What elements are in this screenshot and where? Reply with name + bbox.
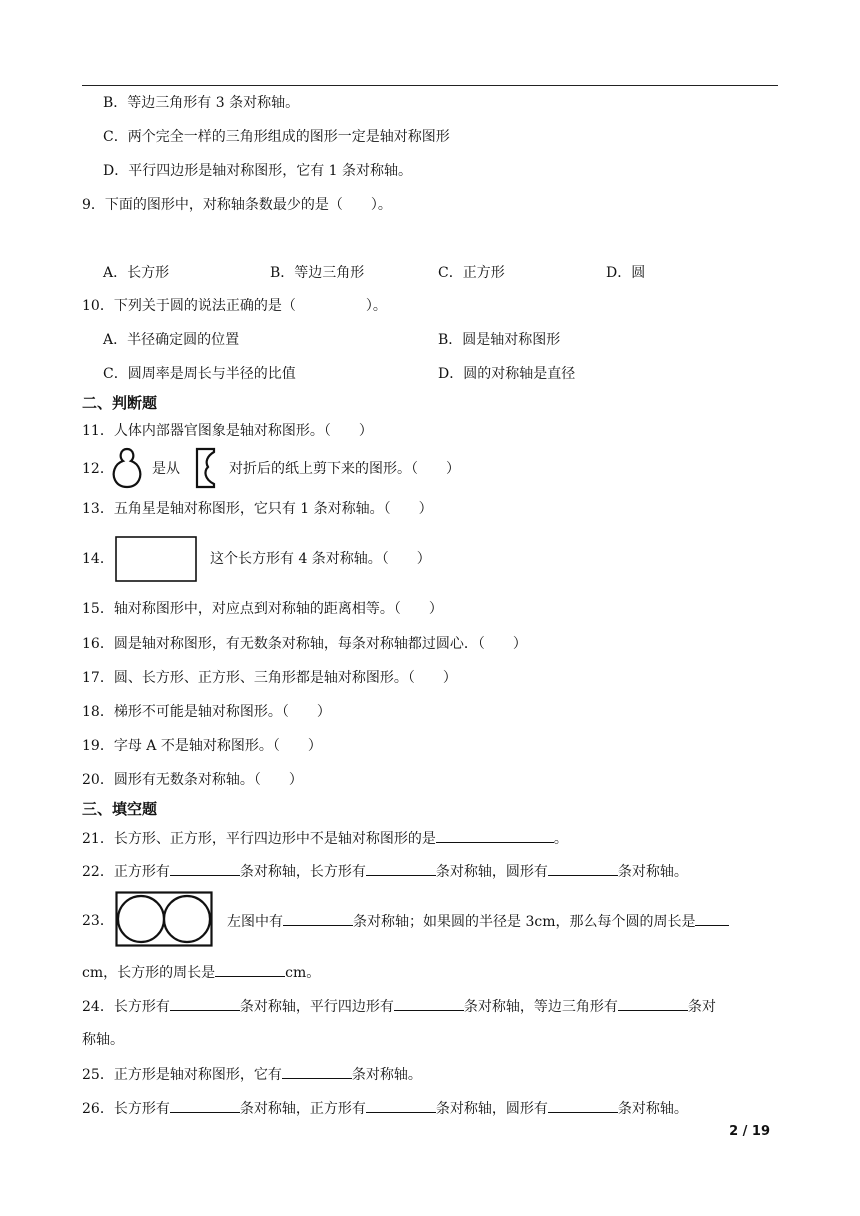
q23-text-b: 条对称轴；如果圆的半径是 3cm，那么每个圆的周长是 bbox=[353, 914, 696, 930]
q10-stem: 10．下列关于圆的说法正确的是（ ）。 bbox=[82, 298, 387, 314]
q14-number: 14． bbox=[82, 551, 114, 567]
q13: 13．五角星是轴对称图形，它只有 1 条对称轴。（ ） bbox=[82, 501, 433, 517]
q17: 17．圆、长方形、正方形、三角形都是轴对称图形。（ ） bbox=[82, 670, 457, 686]
q9-stem: 9．下面的图形中，对称轴条数最少的是（ ）。 bbox=[82, 197, 392, 213]
q23-text-a: 左图中有 bbox=[227, 914, 283, 930]
q8-option-b: B．等边三角形有 3 条对称轴。 bbox=[103, 95, 300, 111]
q24-text-b: 条对称轴，平行四边形有 bbox=[239, 999, 394, 1015]
q26-text-d: 条对称轴。 bbox=[617, 1101, 688, 1117]
q15: 15．轴对称图形中，对应点到对称轴的距离相等。（ ） bbox=[82, 601, 443, 617]
q10-option-c: C．圆周率是周长与半径的比值 bbox=[103, 366, 296, 382]
answer-blank[interactable] bbox=[436, 828, 554, 843]
answer-blank[interactable] bbox=[170, 1098, 240, 1113]
two-circles-in-rectangle-figure bbox=[115, 891, 213, 947]
q14-tail-text: 这个长方形有 4 条对称轴。（ ） bbox=[210, 551, 431, 567]
q26-text-b: 条对称轴，正方形有 bbox=[239, 1101, 366, 1117]
q24-line2: 称轴。 bbox=[82, 1032, 124, 1048]
answer-blank[interactable] bbox=[366, 861, 436, 876]
q16: 16．圆是轴对称图形，有无数条对称轴，每条对称轴都过圆心．（ ） bbox=[82, 636, 527, 652]
q24-text-c: 条对称轴，等边三角形有 bbox=[463, 999, 618, 1015]
q25 bbox=[82, 1064, 422, 1085]
q10-option-a: A．半径确定圆的位置 bbox=[103, 332, 240, 348]
answer-blank[interactable] bbox=[618, 996, 688, 1011]
q8-option-c: C．两个完全一样的三角形组成的图形一定是轴对称图形 bbox=[103, 129, 450, 145]
q22-text-b: 条对称轴，长方形有 bbox=[239, 864, 366, 880]
answer-blank[interactable] bbox=[282, 1064, 352, 1079]
q9-option-c: C．正方形 bbox=[438, 265, 505, 281]
q21-end: 。 bbox=[553, 831, 568, 847]
q22-text-c: 条对称轴，圆形有 bbox=[435, 864, 548, 880]
q26 bbox=[82, 1098, 688, 1119]
q25-text-a: 25．正方形是轴对称图形，它有 bbox=[82, 1067, 282, 1083]
q25-text-b: 条对称轴。 bbox=[351, 1067, 422, 1083]
q21 bbox=[82, 828, 568, 849]
q23-line2 bbox=[82, 962, 320, 983]
q24-text-d: 条对 bbox=[687, 999, 716, 1015]
answer-blank[interactable] bbox=[283, 911, 353, 926]
q12-middle-text: 是从 bbox=[152, 461, 180, 477]
q26-text-c: 条对称轴，圆形有 bbox=[435, 1101, 548, 1117]
q12-tail-text: 对折后的纸上剪下来的图形。（ ） bbox=[229, 461, 460, 477]
answer-blank[interactable] bbox=[695, 911, 729, 926]
q22 bbox=[82, 861, 688, 882]
answer-blank[interactable] bbox=[170, 861, 240, 876]
q9-option-a: A．长方形 bbox=[103, 265, 170, 281]
q12-number: 12． bbox=[82, 461, 114, 477]
answer-blank[interactable] bbox=[548, 1098, 618, 1113]
answer-blank[interactable] bbox=[548, 861, 618, 876]
answer-blank[interactable] bbox=[170, 996, 240, 1011]
page-number: 2 / 19 bbox=[729, 1124, 770, 1139]
section-heading-judgment: 二、判断题 bbox=[82, 394, 158, 412]
q10-option-b: B．圆是轴对称图形 bbox=[438, 332, 561, 348]
q10-option-d: D．圆的对称轴是直径 bbox=[438, 366, 576, 382]
q22-text-a: 22．正方形有 bbox=[82, 864, 170, 880]
q8-option-d: D．平行四边形是轴对称图形，它有 1 条对称轴。 bbox=[103, 163, 413, 179]
q21-text: 21．长方形、正方形，平行四边形中不是轴对称图形的是 bbox=[82, 831, 436, 847]
q18: 18．梯形不可能是轴对称图形。（ ） bbox=[82, 704, 331, 720]
folded-paper-icon bbox=[194, 447, 220, 489]
q26-text-a: 26．长方形有 bbox=[82, 1101, 170, 1117]
answer-blank[interactable] bbox=[366, 1098, 436, 1113]
answer-blank[interactable] bbox=[394, 996, 464, 1011]
answer-blank[interactable] bbox=[215, 962, 285, 977]
q23-text-d: cm。 bbox=[285, 965, 321, 981]
q24-text-a: 24．长方形有 bbox=[82, 999, 170, 1015]
q23-number: 23． bbox=[82, 913, 114, 929]
gourd-shape-icon bbox=[111, 447, 143, 489]
q9-option-b: B．等边三角形 bbox=[270, 265, 365, 281]
q11: 11．人体内部器官图象是轴对称图形。（ ） bbox=[82, 423, 373, 439]
section-heading-fill-in: 三、填空题 bbox=[82, 800, 158, 818]
q24-line1 bbox=[82, 996, 716, 1017]
header-rule bbox=[82, 85, 778, 86]
q22-text-d: 条对称轴。 bbox=[617, 864, 688, 880]
q23-line1 bbox=[227, 911, 729, 932]
q9-option-d: D．圆 bbox=[606, 265, 646, 281]
q20: 20．圆形有无数条对称轴。（ ） bbox=[82, 772, 303, 788]
rectangle-figure bbox=[115, 536, 197, 582]
q23-text-c: cm，长方形的周长是 bbox=[82, 965, 216, 981]
q19: 19．字母 A 不是轴对称图形。（ ） bbox=[82, 738, 322, 754]
